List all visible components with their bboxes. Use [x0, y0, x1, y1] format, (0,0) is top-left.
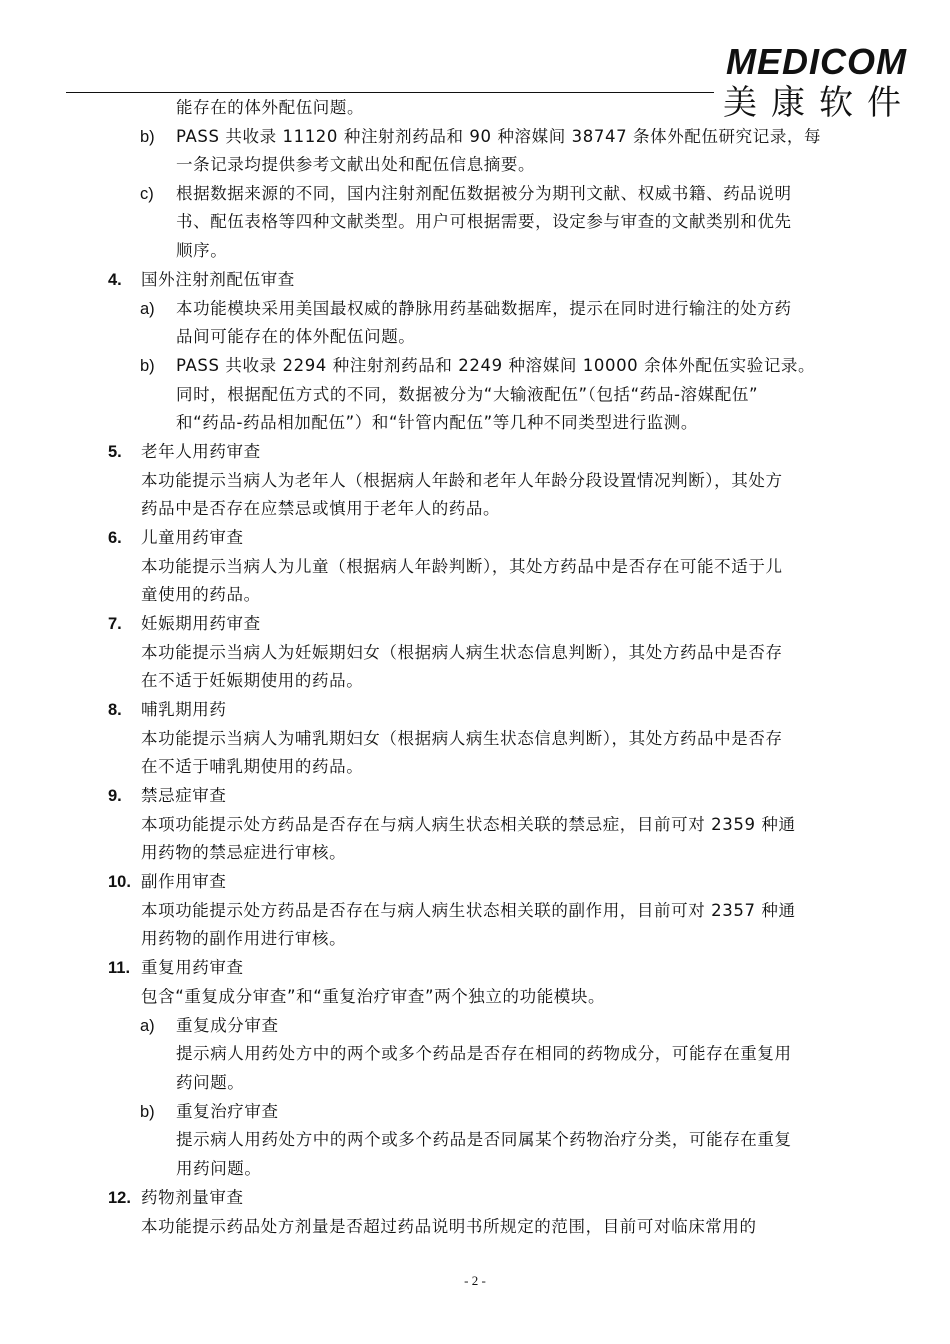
section-heading: 国外注射剂配伍审查	[141, 270, 295, 289]
section-heading: 药物剂量审查	[141, 1188, 244, 1207]
text-line: PASS 共收录 2294 种注射剂药品和 2249 种溶媒间 10000 余体外配伍实验记录。	[176, 356, 816, 375]
header-rule	[66, 92, 714, 93]
text-line: 药品中是否存在应禁忌或慎用于老年人的药品。	[141, 499, 501, 518]
list-marker: b)	[140, 357, 155, 375]
section-heading: 副作用审查	[141, 872, 227, 891]
list-marker: b)	[140, 1103, 155, 1121]
section-number: 4.	[108, 271, 122, 289]
section-number: 11.	[108, 959, 131, 977]
text-line: 本功能模块采用美国最权威的静脉用药基础数据库，提示在同时进行输注的处方药	[176, 299, 792, 318]
text-line: 同时，根据配伍方式的不同，数据被分为“大输液配伍”（包括“药品-溶媒配伍”	[176, 385, 759, 404]
section-number: 12.	[108, 1189, 131, 1207]
subsection-heading: 重复治疗审查	[176, 1102, 279, 1121]
text-line: 本项功能提示处方药品是否存在与病人病生状态相关联的副作用，目前可对 2357 种通	[141, 901, 796, 920]
section-number: 8.	[108, 701, 122, 719]
list-marker: a)	[140, 1017, 155, 1035]
text-line: PASS 共收录 11120 种注射剂药品和 90 种溶媒间 38747 条体外配伍研究记录，每	[176, 127, 822, 146]
text-line: 顺序。	[176, 241, 228, 260]
text-line: 童使用的药品。	[141, 585, 261, 604]
text-line: 根据数据来源的不同，国内注射剂配伍数据被分为期刊文献、权威书籍、药品说明	[176, 184, 792, 203]
text-line: 药问题。	[176, 1073, 245, 1092]
text-line: 提示病人用药处方中的两个或多个药品是否存在相同的药物成分，可能存在重复用	[176, 1044, 792, 1063]
text-line: 用药物的禁忌症进行审核。	[141, 843, 347, 862]
section-number: 7.	[108, 615, 122, 633]
text-line: 品间可能存在的体外配伍问题。	[176, 327, 416, 346]
section-number: 9.	[108, 787, 122, 805]
section-heading: 重复用药审查	[141, 958, 244, 977]
section-heading: 老年人用药审查	[141, 442, 261, 461]
section-heading: 禁忌症审查	[141, 786, 227, 805]
text-line: 提示病人用药处方中的两个或多个药品是否同属某个药物治疗分类，可能存在重复	[176, 1130, 792, 1149]
text-line: 本功能提示药品处方剂量是否超过药品说明书所规定的范围，目前可对临床常用的	[141, 1217, 757, 1236]
section-number: 5.	[108, 443, 122, 461]
text-line: 在不适于哺乳期使用的药品。	[141, 757, 364, 776]
text-line: 一条记录均提供参考文献出处和配伍信息摘要。	[176, 155, 536, 174]
section-heading: 儿童用药审查	[141, 528, 244, 547]
list-marker: b)	[140, 128, 155, 146]
text-line: 本功能提示当病人为老年人（根据病人年龄和老年人年龄分段设置情况判断），其处方	[141, 471, 783, 490]
subsection-heading: 重复成分审查	[176, 1016, 279, 1035]
text-line: 在不适于妊娠期使用的药品。	[141, 671, 364, 690]
page-number: - 2 -	[464, 1273, 486, 1288]
text-line: 本功能提示当病人为妊娠期妇女（根据病人病生状态信息判断），其处方药品中是否存	[141, 643, 783, 662]
list-marker: a)	[140, 300, 155, 318]
text-line: 包含“重复成分审查”和“重复治疗审查”两个独立的功能模块。	[141, 987, 606, 1006]
text-line: 能存在的体外配伍问题。	[176, 98, 365, 117]
section-heading: 哺乳期用药	[141, 700, 227, 719]
text-line: 和“药品-药品相加配伍”）和“针管内配伍”等几种不同类型进行监测。	[176, 413, 698, 432]
list-marker: c)	[140, 185, 154, 203]
text-line: 本功能提示当病人为哺乳期妇女（根据病人病生状态信息判断），其处方药品中是否存	[141, 729, 783, 748]
company-logo-chinese: 美康软件	[723, 83, 915, 123]
section-number: 6.	[108, 529, 122, 547]
company-logo-english: MEDICOM	[726, 41, 907, 82]
text-line: 用药问题。	[176, 1159, 262, 1178]
section-heading: 妊娠期用药审查	[141, 614, 261, 633]
section-number: 10.	[108, 873, 131, 891]
text-line: 本功能提示当病人为儿童（根据病人年龄判断），其处方药品中是否存在可能不适于儿	[141, 557, 783, 576]
text-line: 本项功能提示处方药品是否存在与病人病生状态相关联的禁忌症，目前可对 2359 种通	[141, 815, 796, 834]
text-line: 用药物的副作用进行审核。	[141, 929, 347, 948]
text-line: 书、配伍表格等四种文献类型。用户可根据需要，设定参与审查的文献类别和优先	[176, 212, 792, 231]
